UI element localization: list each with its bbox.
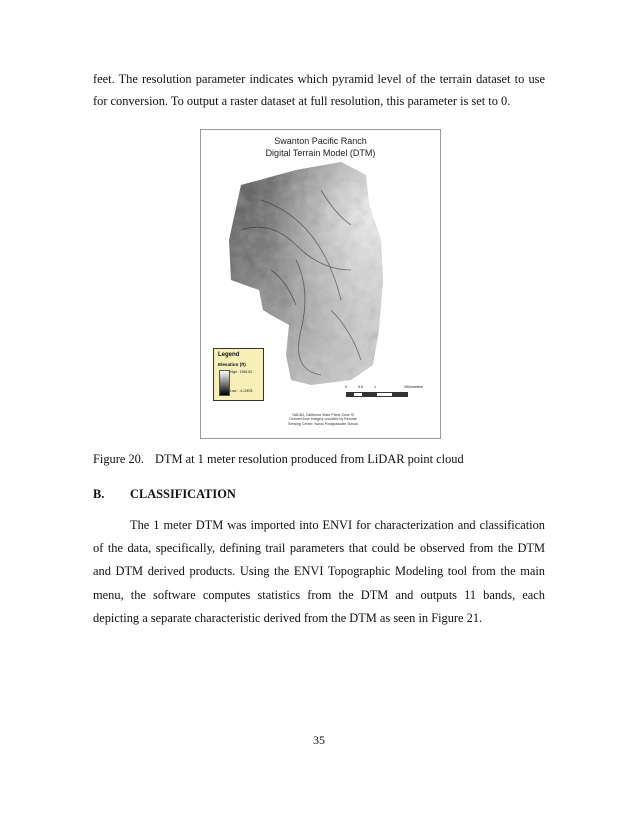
- map-legend: [213, 348, 264, 401]
- map-title-line2: Digital Terrain Model (DTM): [265, 148, 376, 158]
- legend-low-value: Low : -4.12878: [230, 389, 253, 393]
- scale-segment: [392, 393, 407, 396]
- map-title: [201, 135, 440, 159]
- credit-line: Sensing Center, Naval Postgraduate School: [287, 421, 359, 426]
- scale-tick-label: 0: [345, 385, 347, 389]
- scale-segment: [362, 393, 377, 396]
- classification-paragraph: The 1 meter DTM was imported into ENVI for characterization and classification of the data, specifically, defining trail parameters that could be observed from the DTM and DTM derived products. Using the ENVI Topographic Modeling tool from the main menu, the software computes statistics from the DTM and outputs 11 bands, each depicting a separate characteristic derived from the DTM as seen in Figure 21.: [93, 518, 545, 625]
- intro-paragraph: feet. The resolution parameter indicates which pyramid level of the terrain dataset to use for conversion. To output a raster dataset at full resolution, this parameter is set to 0.: [93, 72, 545, 108]
- credit-line: Derived from imagery provided by Remote: [289, 417, 357, 422]
- legend-title: Legend: [218, 352, 240, 358]
- page-number: 35: [313, 733, 325, 747]
- section-heading: [93, 487, 236, 502]
- dtm-map-figure: [200, 129, 441, 439]
- section-letter: B.: [93, 487, 105, 501]
- legend-subtitle: Elevation (ft): [218, 362, 246, 367]
- scale-bar-graphic: [346, 392, 408, 397]
- scale-segment: [347, 393, 354, 396]
- legend-high-value: High : 1962.63: [230, 370, 253, 374]
- section-title: CLASSIFICATION: [130, 487, 236, 501]
- scale-bar: [346, 385, 431, 405]
- map-credits: [264, 413, 382, 426]
- credit-line: NAD83, California State Plane Zone III: [292, 413, 354, 417]
- figure-caption-text: DTM at 1 meter resolution produced from LiDAR point cloud: [155, 452, 464, 466]
- scale-tick-label: 2: [404, 385, 406, 389]
- scale-tick-label: 0.5: [358, 385, 363, 389]
- figure-caption-label: Figure 20.: [93, 452, 144, 466]
- elevation-color-ramp: [219, 370, 230, 396]
- figure-caption: [93, 451, 464, 467]
- scale-tick-label: 1: [374, 385, 376, 389]
- scale-unit-label: Kilometers: [406, 385, 423, 389]
- map-title-line1: Swanton Pacific Ranch: [274, 136, 367, 146]
